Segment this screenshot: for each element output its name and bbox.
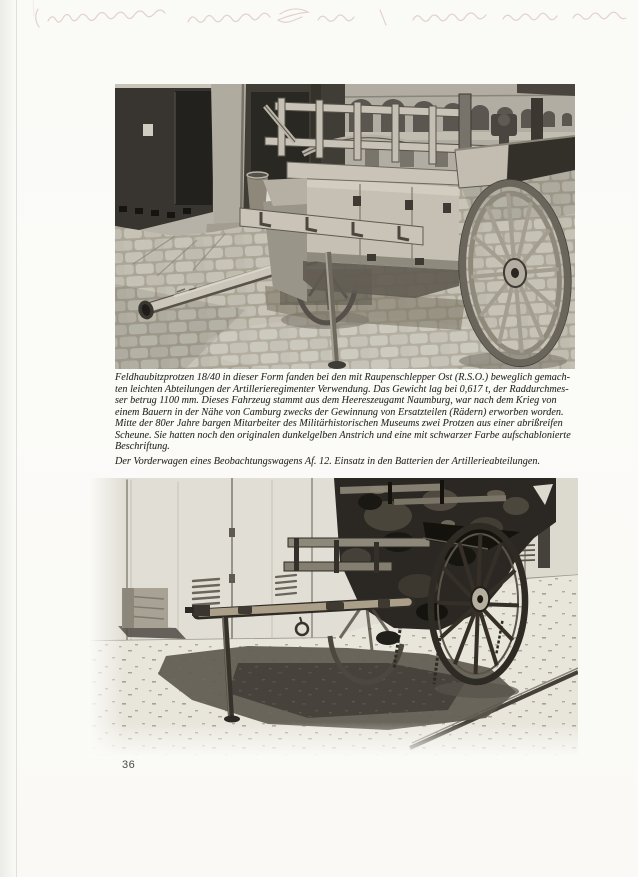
handwriting-stroke xyxy=(278,9,308,22)
page-number: 36 xyxy=(122,759,136,771)
caption-line: ser betrug 1100 mm. Dieses Fahrzeug stammt aus dem Heereszeugamt Naumburg, war nach dem Krieg von xyxy=(115,395,557,406)
edge-fade-bottom xyxy=(88,722,578,758)
handwriting-stroke xyxy=(380,10,386,25)
handwriting-stroke xyxy=(36,9,39,27)
hitch-fitting xyxy=(192,605,210,616)
photo-feldhaubitzprotze-18-40 xyxy=(115,84,575,369)
handwriting-stroke xyxy=(503,13,557,20)
photo-vorderwagen-af12 xyxy=(88,478,578,758)
handwriting-stroke xyxy=(188,13,270,22)
caption-line: Scheune. Sie hatten noch den originalen dunkelgelben Anstrich und eine mit schwarzer Farbe aufschablonierte xyxy=(115,429,571,441)
caption-line: einem Bauern in der Nähe von Camburg zwecks der Gewinnung von Ersatzteilen (Rädern) erworben worden. xyxy=(115,406,564,418)
handwriting-stroke xyxy=(318,15,354,21)
caption-line: Beschriftung. xyxy=(115,441,170,452)
handwriting-stroke xyxy=(33,0,34,16)
hinge xyxy=(229,574,235,583)
handwriting-stroke xyxy=(48,10,165,22)
edge-fade-left xyxy=(88,478,124,758)
caption-line: Feldhaubitzprotzen 18/40 in dieser Form fanden bei den mit Raupenschlepper Ost (R.S.O.) beweglich gemach- xyxy=(115,372,570,383)
handwritten-annotation xyxy=(28,0,634,36)
hinge xyxy=(229,528,235,537)
door-sign xyxy=(143,124,153,136)
handwriting-stroke xyxy=(573,12,626,19)
caption-line: ten leichten Abteilungen der Artillerieregimenter Verwendung. Das Gewicht lag bei 0,617 t, der Raddurchmes- xyxy=(115,383,569,395)
scan-edge-shadow xyxy=(0,0,17,877)
handwriting-stroke xyxy=(413,13,486,21)
brush xyxy=(376,631,400,645)
caption-photo2: Der Vorderwagen eines Beobachtungswagens Af. 12. Einsatz in den Batterien der Artillerieabteilungen. xyxy=(115,456,541,467)
caption-photo1 xyxy=(115,372,590,453)
caption-line: Mitte der 80er Jahre bargen Mitarbeiter des Militärhistorischen Museums zwei Protzen aus einer abrißreifen xyxy=(115,418,563,429)
